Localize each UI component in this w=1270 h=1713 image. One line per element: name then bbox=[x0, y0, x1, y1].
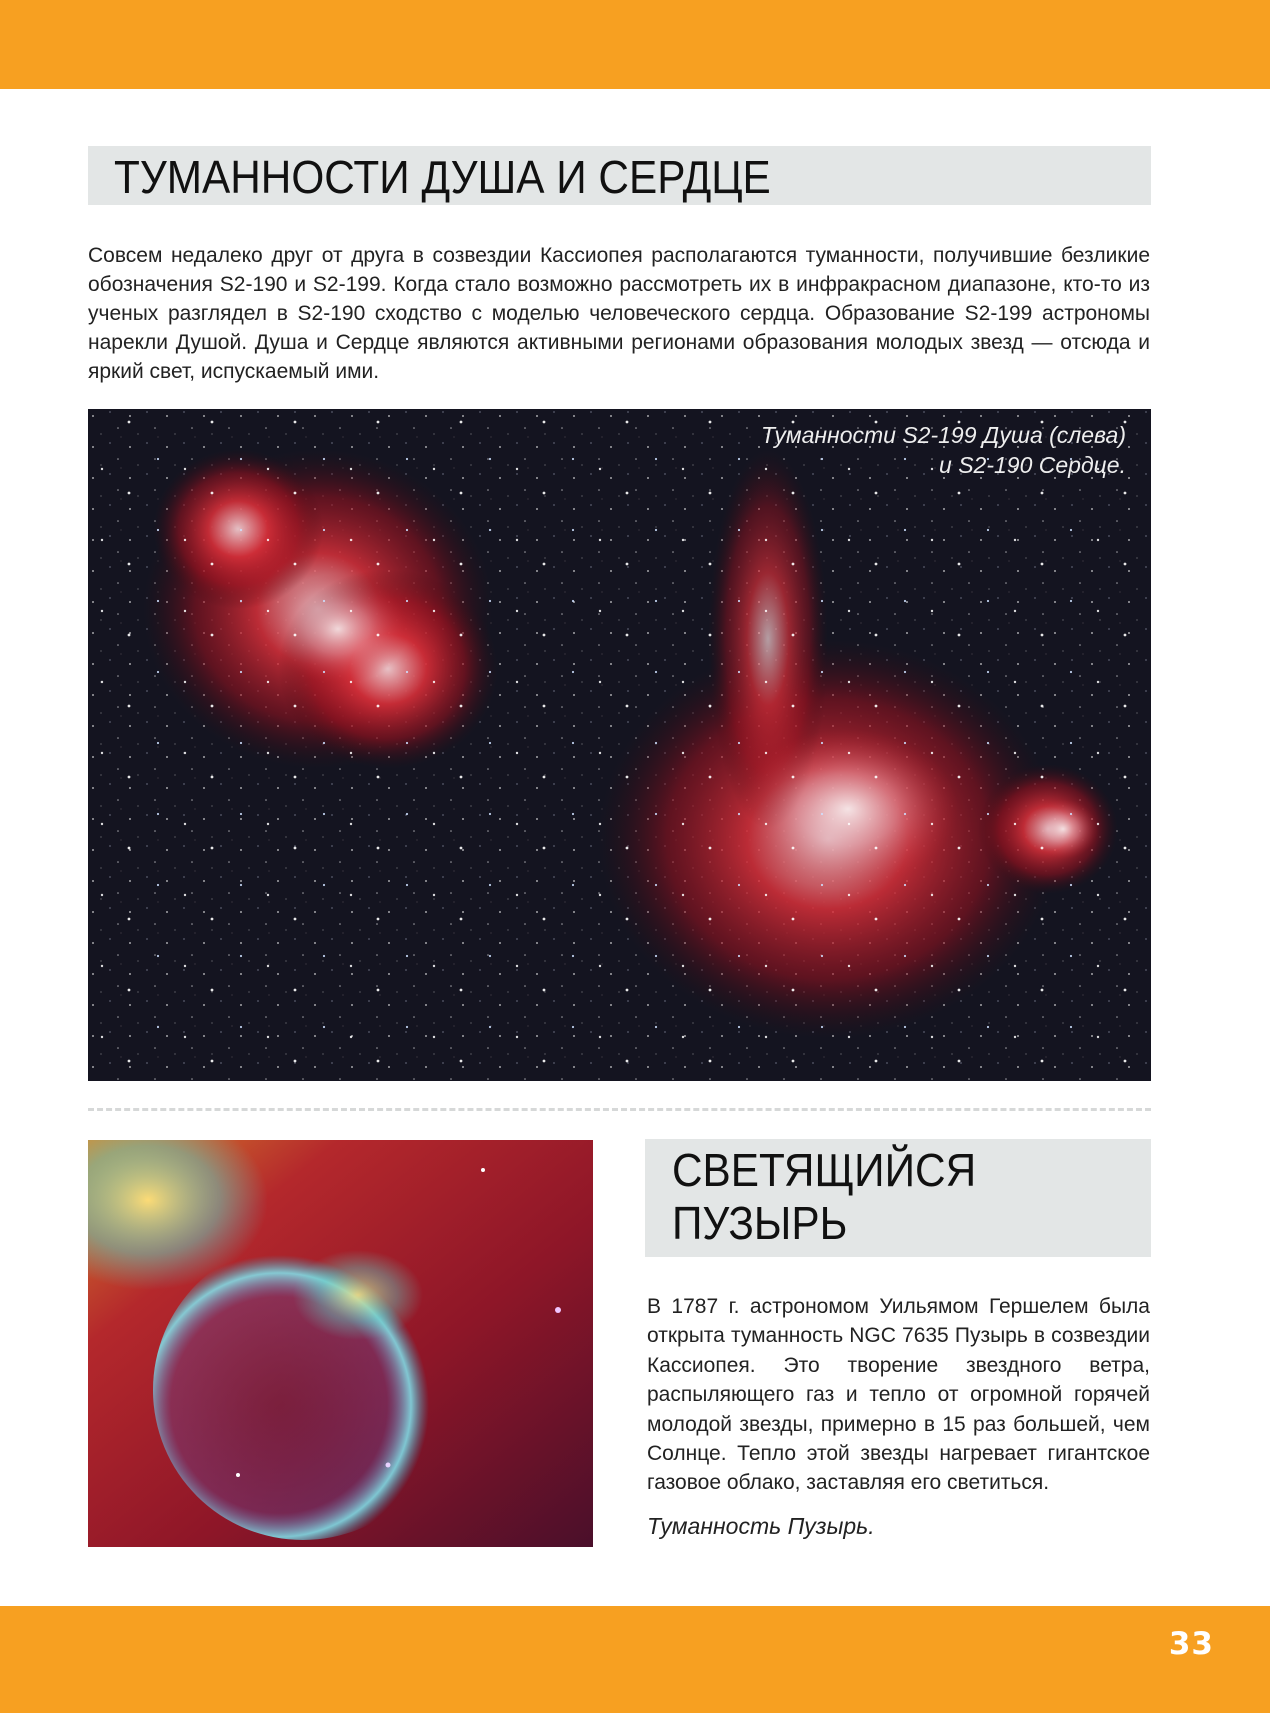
caption-line-2: и S2-190 Сердце. bbox=[939, 452, 1126, 478]
soul-heart-photo-caption bbox=[666, 420, 1126, 480]
intro-paragraph: Совсем недалеко друг от друга в созвездии Кассиопея располагаются туманности, получившие безликие обозначения S2-190 и S2-199. Когда стало возможно рассмотреть их в инфракрасном диапазоне, кто-то из ученых разглядел в S2-190 сходство с моделью человеческого сердца. Образование S2-199 астрономы нарекли Душой. Душа и Сердце являются активными регионами образования молодых звезд — отсюда и яркий свет, испускаемый ими. bbox=[88, 244, 1150, 383]
section-title-bar bbox=[88, 146, 1151, 205]
section-divider bbox=[88, 1108, 1151, 1111]
section-title-bar-bubble bbox=[645, 1139, 1151, 1257]
bubble-paragraph: В 1787 г. астрономом Уильямом Гершелем была открыта туманность NGC 7635 Пузырь в созвездии Кассиопея. Это творение звездного ветра, распыляющего газ и тепло от огромной горячей молодой звезды, примерно в 15 раз большей, чем Солнце. Тепло этой звезды нагревает гигантское газовое облако, заставляя его светиться. bbox=[647, 1295, 1150, 1495]
bubble-photo-caption: Туманность Пузырь. bbox=[647, 1513, 875, 1539]
top-accent-band bbox=[0, 0, 1270, 89]
section-title-bubble bbox=[672, 1144, 976, 1250]
page-number: 33 bbox=[1168, 1626, 1214, 1662]
soul-heart-nebula-photo bbox=[88, 409, 1151, 1081]
bubble-nebula-photo bbox=[88, 1140, 593, 1547]
title-line-2: ПУЗЫРЬ bbox=[672, 1197, 848, 1249]
caption-line-1: Туманности S2-199 Душа (слева) bbox=[761, 422, 1126, 448]
section-title-soul-heart: ТУМАННОСТИ ДУША И СЕРДЦЕ bbox=[114, 151, 771, 203]
bottom-accent-band bbox=[0, 1606, 1270, 1713]
title-line-1: СВЕТЯЩИЙСЯ bbox=[672, 1144, 977, 1196]
